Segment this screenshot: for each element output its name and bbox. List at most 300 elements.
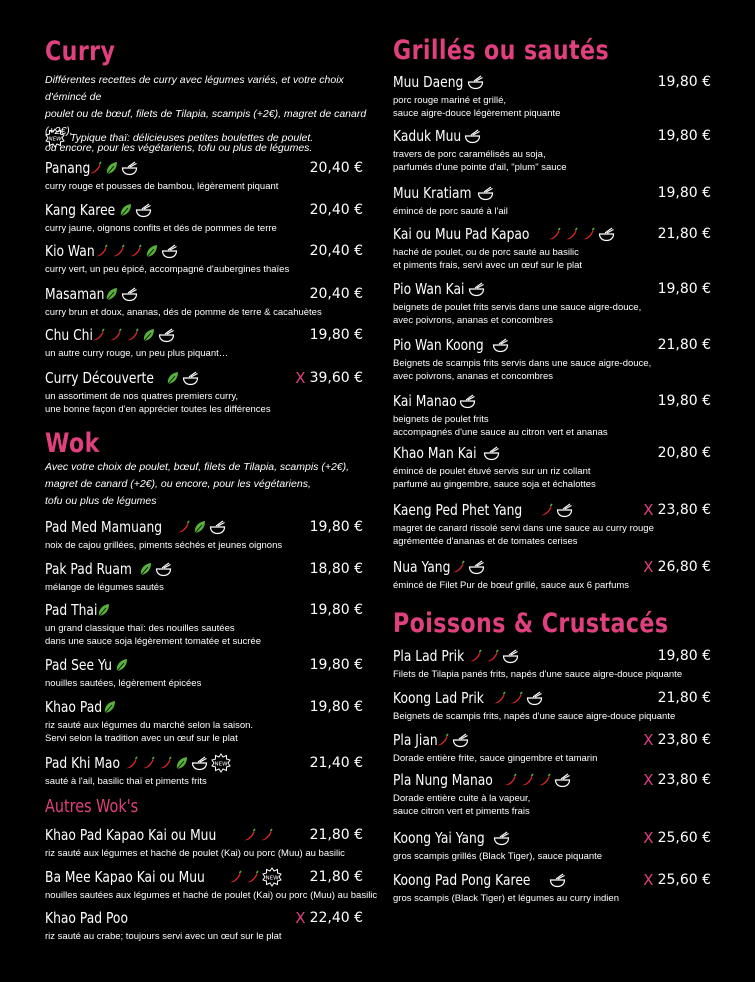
menu-item (45, 752, 365, 788)
description-line: avec poivrons, ananas et concombres (393, 315, 554, 326)
description-line: beignets de poulet frits servis dans une sauce aigre-douce, (393, 302, 642, 313)
dish-name: Ba Mee Kapao Kai ou Muu (45, 868, 205, 886)
chili-icon (242, 828, 256, 842)
section-title-wok: Wok (45, 428, 100, 459)
svg-text:NEW: NEW (265, 875, 279, 882)
dish-icons (477, 186, 494, 201)
new-badge-icon (262, 867, 282, 887)
dish-name: Pla Lad Prik (393, 647, 465, 665)
description-line: magret de canard rissolé servi dans une sauce au curry rouge (393, 523, 654, 534)
dish-price (310, 324, 363, 346)
dish-name: Masaman (45, 285, 105, 303)
bowl-icon (155, 562, 172, 577)
menu-item (393, 125, 713, 174)
description-line: émincé de porc sauté à l'ail (393, 206, 508, 217)
description-line: curry jaune, oignons confits et dés de pommes de terre (45, 223, 277, 234)
dish-name: Muu Daeng (393, 73, 464, 91)
chili-icon (485, 649, 499, 663)
chili-icon (503, 773, 517, 787)
description-line: un autre curry rouge, un peu plus piquant… (45, 348, 229, 359)
description-line: Filets de Tilapia panés frits, napés d'une sauce aigre-douce piquante (393, 669, 683, 680)
bowl-icon (598, 227, 615, 242)
dish-icons (103, 700, 116, 714)
vegetarian-leaf-icon (139, 562, 152, 576)
dish-price (643, 827, 711, 849)
dish-price (658, 182, 711, 204)
menu-item-row (45, 696, 365, 718)
price-value: 19,80 € (657, 393, 711, 409)
menu-item-row (45, 866, 365, 888)
price-value: 21,40 € (309, 755, 363, 771)
dish-name: Koong Pad Pong Karee (393, 871, 531, 889)
curry-note (45, 128, 313, 148)
dish-icons (539, 503, 573, 518)
dish-price (658, 334, 711, 356)
menu-item-row (393, 499, 713, 521)
dish-icons (88, 161, 138, 176)
bowl-icon (182, 371, 199, 386)
dish-description (393, 522, 713, 548)
dish-description (45, 306, 365, 319)
dish-icons (435, 733, 469, 748)
price-value: 20,40 € (309, 202, 363, 218)
menu-item-row (45, 654, 365, 676)
description-line: sauce aigre-douce légèrement piquante (393, 108, 561, 119)
dish-icons (176, 520, 226, 535)
description-line: et piments frais, servi avec un œuf sur le plat (393, 260, 583, 271)
dish-name: Pad Thai (45, 601, 98, 619)
bowl-icon (452, 733, 469, 748)
dish-price (643, 769, 711, 791)
description-line: Dorade entière cuite à la vapeur, (393, 793, 531, 804)
price-value: 23,80 € (657, 502, 711, 518)
description-line: parfumé au gingembre, sauce soja et échalottes (393, 479, 596, 490)
menu-item-row (45, 752, 365, 774)
dish-name: Pad Khi Mao (45, 754, 120, 772)
dish-icons (105, 287, 138, 302)
description-line: curry rouge et pousses de bambou, légèrement piquant (45, 181, 279, 192)
bowl-icon (549, 873, 566, 888)
dish-price (310, 824, 363, 846)
dish-description (393, 94, 713, 120)
chili-icon (547, 227, 561, 241)
description-line: sauté à l'ail, basilic thaï et piments frits (45, 776, 207, 787)
bowl-icon (493, 831, 510, 846)
section-title-grilles: Grillés ou sautés (393, 35, 610, 66)
note-text: Typique thaï: délicieuses petites boulettes de poulet. (70, 132, 314, 144)
dish-icons (468, 649, 519, 664)
chili-icon (108, 328, 122, 342)
price-value: 20,40 € (309, 160, 363, 176)
menu-item (393, 71, 713, 120)
price-value: 21,80 € (309, 827, 363, 843)
dish-price (310, 240, 363, 262)
dish-icons (97, 603, 110, 617)
dish-icons (493, 831, 510, 846)
description-line: riz sauté aux légumes du marché selon la saison. (45, 720, 254, 731)
dish-icons (166, 371, 199, 386)
section-title-poissons: Poissons & Crustacés (393, 608, 669, 639)
dish-description (393, 892, 713, 905)
dish-description (45, 263, 365, 276)
menu-item (45, 367, 365, 416)
description-line: agrémentée d'ananas et de tomates cerises (393, 536, 578, 547)
dish-description (393, 148, 713, 174)
vegetarian-leaf-icon (175, 756, 188, 770)
dish-description (393, 413, 713, 439)
dish-description (45, 889, 378, 902)
premium-mark: X (643, 829, 654, 847)
chili-icon (158, 756, 172, 770)
chili-icon (91, 328, 105, 342)
dish-icons (139, 562, 172, 577)
chili-icon (564, 227, 578, 241)
menu-item (45, 283, 365, 319)
intro-line: Avec votre choix de poulet, bœuf, filets de Tilapia, scampis (+2€), (45, 461, 350, 473)
menu-item-row (393, 729, 713, 751)
description-line: curry brun et doux, ananas, dés de pomme de terre & cacahuètes (45, 307, 322, 318)
price-value: 19,80 € (309, 657, 363, 673)
dish-name: Kaduk Muu (393, 127, 462, 145)
price-value: 19,80 € (657, 648, 711, 664)
premium-mark: X (643, 558, 654, 576)
dish-name: Khao Man Kai (393, 444, 477, 462)
menu-item-row (393, 645, 713, 667)
price-value: 21,80 € (657, 337, 711, 353)
dish-icons (94, 244, 178, 259)
dish-price (658, 223, 711, 245)
menu-item (393, 645, 713, 681)
wok-intro (45, 459, 375, 510)
dish-price (643, 729, 711, 751)
price-value: 21,80 € (309, 869, 363, 885)
dish-icons (242, 828, 273, 842)
dish-icons (547, 227, 615, 242)
description-line: riz sauté au crabe; toujours servi avec un œuf sur le plat (45, 931, 282, 942)
dish-icons (503, 773, 571, 788)
menu-item (393, 729, 713, 765)
dish-price (310, 866, 363, 888)
dish-description (393, 246, 713, 272)
dish-name: Muu Kratiam (393, 184, 472, 202)
description-line: émincé de Filet Pur de bœuf grillé, sauce aux 6 parfums (393, 580, 630, 591)
menu-item (45, 240, 365, 276)
chili-icon (141, 756, 155, 770)
dish-description (393, 579, 713, 592)
menu-item (45, 516, 365, 552)
bowl-icon (526, 691, 543, 706)
dish-icons (464, 129, 481, 144)
dish-price (310, 654, 363, 676)
description-line: mélange de légumes sautés (45, 582, 164, 593)
dish-price (658, 71, 711, 93)
menu-item-row (45, 324, 365, 346)
dish-name: Nua Yang (393, 558, 451, 576)
section-title-curry: Curry (45, 36, 116, 67)
premium-mark: X (295, 369, 306, 387)
menu-item-row (45, 558, 365, 580)
menu-item (45, 866, 378, 902)
dish-icons (451, 560, 485, 575)
price-value: 19,80 € (657, 281, 711, 297)
svg-text:NEW: NEW (214, 761, 228, 768)
menu-item (393, 499, 713, 548)
menu-item-row (45, 199, 365, 221)
dish-description (45, 930, 365, 943)
dish-name: Kai Manao (393, 392, 457, 410)
menu-item (393, 334, 713, 383)
bowl-icon (158, 328, 175, 343)
dish-price (658, 687, 711, 709)
dish-price (295, 367, 363, 389)
vegetarian-leaf-icon (119, 203, 132, 217)
dish-description (45, 775, 365, 788)
dish-name: Pla Nung Manao (393, 771, 493, 789)
bowl-icon (492, 338, 509, 353)
description-line: un assortiment de nos quatres premiers curry, (45, 391, 239, 402)
dish-price (310, 752, 363, 774)
bowl-icon (467, 75, 484, 90)
dish-price (310, 283, 363, 305)
chili-icon (124, 756, 138, 770)
menu-item (393, 278, 713, 327)
intro-line: ou encore, pour les végétariens, tofu ou plus de légumes. (45, 142, 313, 154)
dish-price (658, 645, 711, 667)
dish-icons (483, 446, 500, 461)
vegetarian-leaf-icon (142, 328, 155, 342)
menu-item-row (45, 157, 365, 179)
subsection-title-other-woks: Autres Wok's (45, 796, 139, 817)
chili-icon (509, 691, 523, 705)
dish-price (658, 442, 711, 464)
chili-icon (468, 649, 482, 663)
price-value: 39,60 € (309, 370, 363, 386)
menu-item-row (45, 367, 365, 389)
dish-name: Pad Med Mamuang (45, 518, 163, 536)
dish-name: Khao Pad (45, 698, 103, 716)
menu-item (45, 199, 365, 235)
chili-icon (539, 503, 553, 517)
menu-item (393, 869, 713, 905)
bowl-icon (161, 244, 178, 259)
chili-icon (245, 870, 259, 884)
menu-item-row (393, 556, 713, 578)
dish-icons (468, 282, 485, 297)
dish-price (658, 390, 711, 412)
dish-name: Pad See Yu (45, 656, 112, 674)
price-value: 19,80 € (309, 519, 363, 535)
dish-description (393, 792, 713, 818)
premium-mark: X (295, 909, 306, 927)
chili-icon (176, 520, 190, 534)
menu-item (393, 223, 713, 272)
price-value: 20,40 € (309, 286, 363, 302)
description-line: gros scampis (Black Tiger) et légumes au curry indien (393, 893, 619, 904)
dish-icons (549, 873, 566, 888)
dish-name: Khao Pad Poo (45, 909, 128, 927)
menu-item-row (393, 769, 713, 791)
dish-icons (492, 338, 509, 353)
dish-name: Pio Wan Koong (393, 336, 484, 354)
description-line: curry vert, un peu épicé, accompagné d'aubergines thaïes (45, 264, 290, 275)
new-badge-icon (45, 128, 65, 148)
dish-icons (467, 75, 484, 90)
menu-item-row (393, 182, 713, 204)
premium-mark: X (643, 731, 654, 749)
dish-price (643, 556, 711, 578)
price-value: 20,40 € (309, 243, 363, 259)
dish-icons (119, 203, 152, 218)
dish-description (393, 668, 713, 681)
dish-description (45, 677, 365, 690)
dish-icons (124, 753, 231, 773)
vegetarian-leaf-icon (166, 371, 179, 385)
description-line: riz sauté aux légumes et haché de poulet (Kai) ou porc (Muu) au basilic (45, 848, 345, 859)
chili-icon (228, 870, 242, 884)
dish-description (45, 539, 365, 552)
description-line: gros scampis grillés (Black Tiger), sauce piquante (393, 851, 603, 862)
bowl-icon (483, 446, 500, 461)
description-line: accompagnés d'une sauce au citron vert et ananas (393, 427, 608, 438)
dish-description (393, 301, 713, 327)
dish-description (45, 180, 365, 193)
vegetarian-leaf-icon (193, 520, 206, 534)
chili-icon (125, 328, 139, 342)
dish-description (45, 347, 365, 360)
dish-name: Pio Wan Kai (393, 280, 465, 298)
menu-item (45, 696, 365, 745)
bowl-icon (554, 773, 571, 788)
menu-item (45, 599, 365, 648)
chili-icon (492, 691, 506, 705)
premium-mark: X (643, 771, 654, 789)
menu-item (45, 654, 365, 690)
price-value: 19,80 € (309, 699, 363, 715)
chili-icon (537, 773, 551, 787)
vegetarian-leaf-icon (105, 161, 118, 175)
bowl-icon (468, 560, 485, 575)
bowl-icon (459, 394, 476, 409)
dish-name: Khao Pad Kapao Kai ou Muu (45, 826, 217, 844)
description-line: noix de cajou grillées, piments séchés et jeunes oignons (45, 540, 283, 551)
dish-description (393, 465, 713, 491)
description-line: Servi selon la tradition avec un œuf sur le plat (45, 733, 238, 744)
chili-icon (451, 560, 465, 574)
bowl-icon (556, 503, 573, 518)
dish-price (310, 599, 363, 621)
menu-item (393, 687, 713, 723)
dish-name: Kio Wan (45, 242, 95, 260)
intro-line: tofu ou plus de légumes (45, 495, 157, 507)
menu-item-row (393, 390, 713, 412)
price-value: 19,80 € (657, 185, 711, 201)
dish-description (45, 719, 365, 745)
dish-price (658, 125, 711, 147)
vegetarian-leaf-icon (115, 658, 128, 672)
price-value: 25,60 € (657, 830, 711, 846)
menu-item (393, 827, 713, 863)
bowl-icon (502, 649, 519, 664)
dish-price (310, 157, 363, 179)
description-line: sauce citron vert et piments frais (393, 806, 530, 817)
dish-description (45, 622, 365, 648)
dish-icons (115, 658, 128, 672)
dish-name: Panang (45, 159, 91, 177)
menu-item-row (393, 869, 713, 891)
description-line: Beignets de scampis frits, napés d'une sauce aigre-douce piquante (393, 711, 676, 722)
price-value: 21,80 € (657, 690, 711, 706)
dish-description (393, 357, 713, 383)
dish-price (310, 516, 363, 538)
menu-item-row (45, 240, 365, 262)
dish-name: Koong Lad Prik (393, 689, 484, 707)
menu-item-row (45, 516, 365, 538)
dish-price (295, 907, 363, 929)
description-line: dans une sauce soja légèrement tomatée et sucrée (45, 636, 261, 647)
price-value: 19,80 € (657, 74, 711, 90)
menu-item-row (45, 283, 365, 305)
bowl-icon (191, 756, 208, 771)
vegetarian-leaf-icon (105, 287, 118, 301)
description-line: avec poivrons, ananas et concombres (393, 371, 554, 382)
menu-item-row (393, 125, 713, 147)
intro-line: Différentes recettes de curry avec légumes variés, et votre choix d'émincé de (45, 74, 344, 103)
bowl-icon (135, 203, 152, 218)
price-value: 18,80 € (309, 561, 363, 577)
vegetarian-leaf-icon (103, 700, 116, 714)
description-line: travers de porc caramélisés au soja, (393, 149, 546, 160)
menu-item-row (393, 442, 713, 464)
description-line: Dorade entière frite, sauce gingembre et tamarin (393, 753, 598, 764)
description-line: nouilles sautées, légèrement épicées (45, 678, 202, 689)
description-line: haché de poulet, ou de porc sauté au basilic (393, 247, 579, 258)
dish-description (45, 222, 365, 235)
description-line: nouilles sautées aux légumes et haché de poulet (Kai) ou porc (Muu) au basilic (45, 890, 378, 901)
menu-item-row (393, 334, 713, 356)
menu-item-row (393, 687, 713, 709)
menu-item (393, 556, 713, 592)
dish-description (393, 710, 713, 723)
menu-item (393, 769, 713, 818)
price-value: 25,60 € (657, 872, 711, 888)
dish-name: Chu Chi (45, 326, 93, 344)
price-value: 20,80 € (657, 445, 711, 461)
dish-description (393, 205, 713, 218)
price-value: 19,80 € (309, 602, 363, 618)
menu-item-row (393, 223, 713, 245)
vegetarian-leaf-icon (145, 244, 158, 258)
menu-item-row (393, 278, 713, 300)
chili-icon (111, 244, 125, 258)
menu-item (45, 907, 365, 943)
dish-icons (459, 394, 476, 409)
dish-price (310, 696, 363, 718)
menu-item (393, 390, 713, 439)
dish-price (643, 869, 711, 891)
menu-item (45, 157, 365, 193)
dish-description (45, 390, 365, 416)
dish-description (393, 850, 713, 863)
dish-name: Koong Yai Yang (393, 829, 485, 847)
intro-line: poulet ou de bœuf, filets de Tilapia, scampis (+2€), magret de canard (+2€), (45, 108, 367, 137)
menu-item-row (45, 907, 365, 929)
menu-item (45, 824, 365, 860)
svg-text:NEW: NEW (48, 136, 62, 143)
dish-name: Kaeng Ped Phet Yang (393, 501, 523, 519)
dish-description (393, 752, 713, 765)
price-value: 26,80 € (657, 559, 711, 575)
dish-icons (228, 867, 282, 887)
